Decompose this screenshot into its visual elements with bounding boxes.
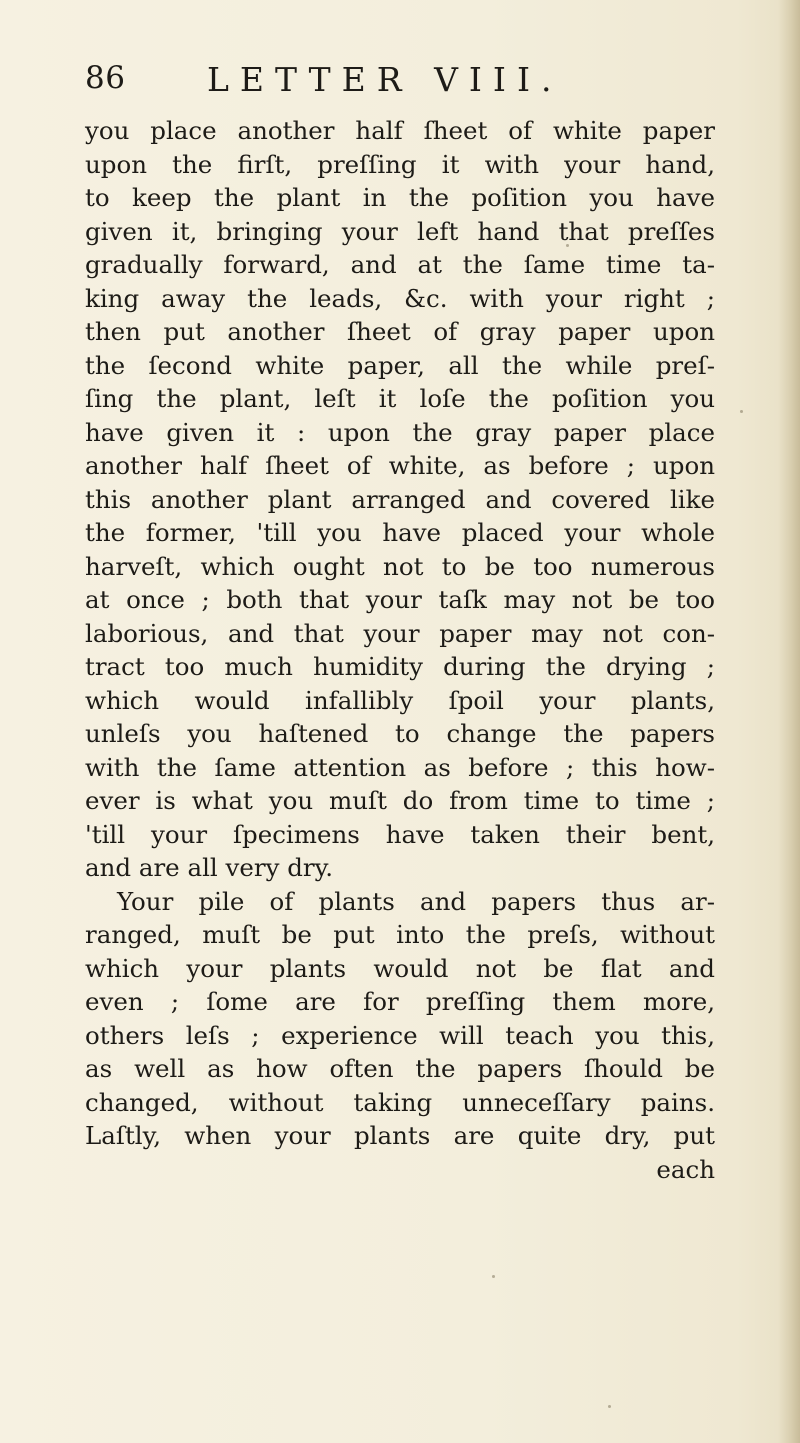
- text-line: with the ſame attention as before ; this how-: [85, 752, 715, 782]
- paper-speck: [608, 1405, 611, 1408]
- text-line: harveſt, which ought not to be too numerous: [85, 551, 715, 581]
- text-line: have given it : upon the gray paper place: [85, 417, 715, 447]
- text-line: 'till your ſpecimens have taken their bent,: [85, 819, 715, 849]
- text-line: Laſtly, when your plants are quite dry, put: [85, 1121, 715, 1150]
- text-line: tract too much humidity during the drying ;: [85, 652, 715, 681]
- text-line: given it, bringing your left hand that preſſes: [85, 216, 715, 246]
- text-line: another half ſheet of white, as before ; upon: [85, 451, 715, 480]
- text-line: the ſecond white paper, all the while preſ-: [85, 350, 715, 380]
- text-line: at once ; both that your taſk may not be too: [85, 585, 715, 614]
- text-line: you place another half ſheet of white paper: [85, 116, 715, 145]
- paper-speck: [740, 410, 743, 413]
- text-line: ſing the plant, leſt it loſe the poſition you: [85, 384, 715, 413]
- text-line: as well as how often the papers ſhould be: [85, 1054, 715, 1083]
- page-edge-shadow: [778, 0, 800, 1443]
- text-line: changed, without taking unneceſſary pains.: [85, 1087, 715, 1117]
- text-line: this another plant arranged and covered like: [85, 484, 715, 514]
- text-line: ranged, muſt be put into the preſs, without: [85, 920, 715, 949]
- text-line: ever is what you muſt do from time to time ;: [85, 786, 715, 815]
- text-line: gradually forward, and at the ſame time ta-: [85, 250, 715, 279]
- text-line: laborious, and that your paper may not con-: [85, 618, 715, 648]
- text-line: even ; ſome are for preſſing them more,: [85, 987, 715, 1016]
- body-text: [85, 114, 715, 1186]
- paper-speck: [492, 1275, 495, 1278]
- text-line: others leſs ; experience will teach you this,: [85, 1020, 715, 1050]
- text-line: which would infallibly ſpoil your plants,: [85, 685, 715, 715]
- text-line: which your plants would not be flat and: [85, 953, 715, 983]
- text-line: to keep the plant in the poſition you have: [85, 183, 715, 212]
- text-line: the former, 'till you have placed your whole: [85, 518, 715, 547]
- page-number: 86: [85, 60, 126, 96]
- text-line: king away the leads, &c. with your right ;: [85, 283, 715, 313]
- paragraph-start-line: Your pile of plants and papers thus ar-: [117, 886, 715, 916]
- text-line: then put another ſheet of gray paper upon: [85, 317, 715, 346]
- paragraph-end-line: and are all very dry.: [85, 853, 333, 882]
- catchword: each: [656, 1154, 715, 1184]
- text-line: unleſs you haſtened to change the papers: [85, 719, 715, 748]
- text-line: upon the firſt, preſſing it with your hand,: [85, 149, 715, 179]
- page-header: [0, 60, 800, 110]
- running-title: LETTER VIII.: [207, 60, 563, 99]
